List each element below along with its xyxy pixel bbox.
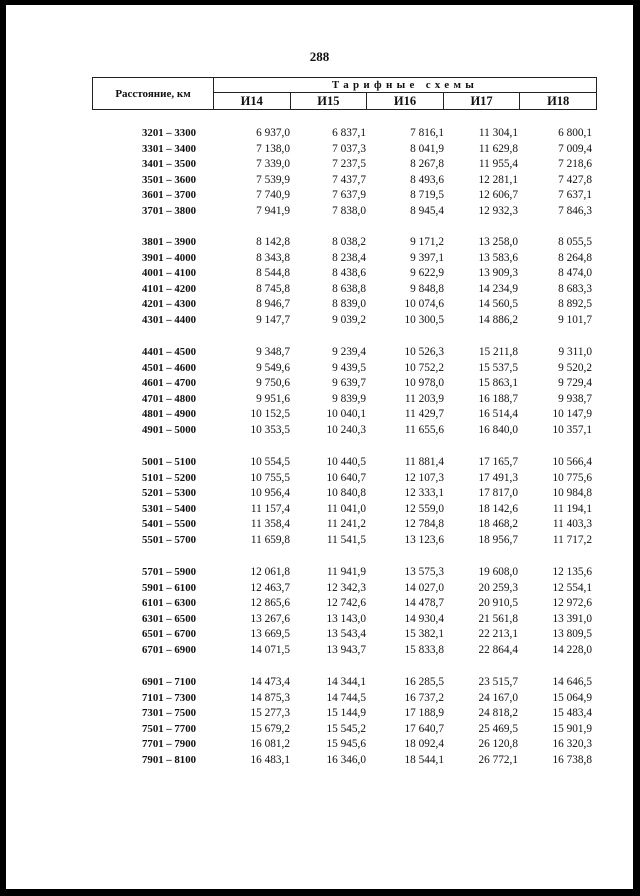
table-header (92, 77, 597, 110)
table-row (6, 189, 633, 205)
tariff-value-cell: 10 755,5 (250, 471, 290, 484)
table-row (6, 346, 633, 362)
distance-range-cell: 5201 – 5300 (142, 487, 196, 500)
tariff-value-cell: 8 041,9 (410, 142, 444, 155)
tariff-value-cell: 12 742,6 (326, 597, 366, 610)
tariff-value-cell: 17 640,7 (404, 722, 444, 735)
document-page (6, 5, 633, 889)
tariff-value-cell: 8 438,6 (332, 267, 366, 280)
tariff-value-cell: 11 541,5 (326, 534, 366, 546)
tariff-value-cell: 7 037,3 (332, 142, 366, 155)
tariff-value-cell: 15 679,2 (250, 722, 290, 735)
table-row (6, 676, 633, 692)
tariff-value-cell: 18 142,6 (478, 502, 518, 515)
tariff-value-cell: 6 937,0 (256, 127, 290, 139)
tariff-value-cell: 24 167,0 (478, 691, 518, 704)
tariff-value-cell: 18 544,1 (404, 754, 444, 766)
distance-range-cell: 4301 – 4400 (142, 314, 196, 326)
table-row (6, 534, 633, 550)
tariff-value-cell: 8 343,8 (256, 251, 290, 264)
tariff-value-cell: 10 984,8 (552, 487, 592, 500)
tariff-value-cell: 11 655,6 (404, 424, 444, 436)
tariff-value-cell: 6 800,1 (558, 127, 592, 139)
table-row (6, 518, 633, 534)
tariff-value-cell: 17 817,0 (478, 487, 518, 500)
tariff-value-cell: 10 978,0 (404, 377, 444, 390)
tariff-value-cell: 11 429,7 (404, 408, 444, 421)
tariff-value-cell: 7 218,6 (558, 158, 592, 171)
tariff-value-cell: 12 333,1 (404, 487, 444, 500)
tariff-value-cell: 13 909,3 (478, 267, 518, 280)
tariff-value-cell: 10 147,9 (552, 408, 592, 421)
table-row (6, 613, 633, 629)
tariff-value-cell: 9 311,0 (558, 346, 592, 358)
tariff-value-cell: 9 951,6 (256, 392, 290, 405)
tariff-value-cell: 10 956,4 (250, 487, 290, 500)
tariff-value-cell: 12 061,8 (250, 566, 290, 578)
tariff-value-cell: 16 514,4 (478, 408, 518, 421)
distance-range-cell: 4501 – 4600 (142, 361, 196, 374)
tariff-value-cell: 19 608,0 (478, 566, 518, 578)
tariff-value-cell: 7 941,9 (256, 205, 290, 217)
tariff-value-cell: 16 737,2 (404, 691, 444, 704)
tariff-value-cell: 9 039,2 (332, 314, 366, 326)
distance-range-cell: 7901 – 8100 (142, 754, 196, 766)
tariff-value-cell: 9 397,1 (410, 251, 444, 264)
table-row (6, 158, 633, 174)
tariff-value-cell: 12 135,6 (552, 566, 592, 578)
tariff-value-cell: 8 946,7 (256, 298, 290, 311)
tariff-value-cell: 11 955,4 (478, 158, 518, 171)
table-row (6, 174, 633, 190)
distance-range-cell: 5001 – 5100 (142, 456, 196, 468)
distance-range-cell: 3801 – 3900 (142, 236, 196, 248)
tariff-value-cell: 10 300,5 (404, 314, 444, 326)
tariff-value-cell: 7 816,1 (410, 127, 444, 139)
tariff-value-cell: 17 165,7 (478, 456, 518, 468)
tariff-value-cell: 13 391,0 (552, 612, 592, 625)
tariff-value-cell: 12 784,8 (404, 518, 444, 531)
tariff-value-cell: 18 468,2 (478, 518, 518, 531)
table-row (6, 707, 633, 723)
tariff-value-cell: 10 353,5 (250, 424, 290, 436)
tariff-value-cell: 10 775,6 (552, 471, 592, 484)
distance-range-cell: 5901 – 6100 (142, 581, 196, 594)
tariff-value-cell: 9 622,9 (410, 267, 444, 280)
tariff-value-cell: 9 101,7 (558, 314, 592, 326)
distance-range-cell: 4401 – 4500 (142, 346, 196, 358)
tariff-value-cell: 20 910,5 (478, 597, 518, 610)
tariff-value-cell: 24 818,2 (478, 707, 518, 720)
scheme-header-i16: И16 (367, 93, 444, 110)
tariff-value-cell: 9 239,4 (332, 346, 366, 358)
tariff-value-cell: 14 473,4 (250, 676, 290, 688)
tariff-value-cell: 11 203,9 (404, 392, 444, 405)
tariff-value-cell: 8 474,0 (558, 267, 592, 280)
tariff-value-cell: 8 238,4 (332, 251, 366, 264)
table-row (6, 236, 633, 252)
table-row (6, 723, 633, 739)
tariff-value-cell: 16 320,3 (552, 738, 592, 751)
tariff-value-cell: 9 938,7 (558, 392, 592, 405)
tariff-value-cell: 12 932,3 (478, 205, 518, 217)
tariff-value-cell: 17 188,9 (404, 707, 444, 720)
distance-range-cell: 3301 – 3400 (142, 142, 196, 155)
table-row (6, 582, 633, 598)
tariff-value-cell: 14 228,0 (552, 644, 592, 656)
tariff-value-cell: 15 382,1 (404, 628, 444, 641)
table-row (6, 205, 633, 221)
table-row (6, 393, 633, 409)
tariff-value-cell: 12 559,0 (404, 502, 444, 515)
tariff-value-cell: 9 348,7 (256, 346, 290, 358)
distance-range-cell: 5701 – 5900 (142, 566, 196, 578)
tariff-value-cell: 11 629,8 (478, 142, 518, 155)
tariff-value-cell: 21 561,8 (478, 612, 518, 625)
tariff-value-cell: 10 640,7 (326, 471, 366, 484)
tariff-value-cell: 8 719,5 (410, 189, 444, 202)
tariff-value-cell: 10 240,3 (326, 424, 366, 436)
scheme-header-i17: И17 (443, 93, 520, 110)
tariff-value-cell: 13 669,5 (250, 628, 290, 641)
tariff-value-cell: 7 427,8 (558, 173, 592, 186)
tariff-value-cell: 10 840,8 (326, 487, 366, 500)
tariff-value-cell: 11 041,0 (326, 502, 366, 515)
tariff-value-cell: 7 237,5 (332, 158, 366, 171)
tariff-value-cell: 9 171,2 (410, 236, 444, 248)
tariff-value-cell: 10 440,5 (326, 456, 366, 468)
distance-range-cell: 4701 – 4800 (142, 392, 196, 405)
table-row (6, 424, 633, 440)
tariff-value-cell: 15 277,3 (250, 707, 290, 720)
tariff-value-cell: 11 194,1 (552, 502, 592, 515)
tariff-value-cell: 15 545,2 (326, 722, 366, 735)
tariff-value-cell: 8 683,3 (558, 282, 592, 295)
tariff-value-cell: 7 838,0 (332, 205, 366, 217)
tariff-value-cell: 12 554,1 (552, 581, 592, 594)
tariff-value-cell: 15 064,9 (552, 691, 592, 704)
tariff-value-cell: 14 646,5 (552, 676, 592, 688)
tariff-value-cell: 8 264,8 (558, 251, 592, 264)
tariff-value-cell: 16 483,1 (250, 754, 290, 766)
distance-range-cell: 3901 – 4000 (142, 251, 196, 264)
tariff-value-cell: 14 478,7 (404, 597, 444, 610)
tariff-value-cell: 9 520,2 (558, 361, 592, 374)
tariff-value-cell: 11 241,2 (326, 518, 366, 531)
tariff-value-cell: 9 549,6 (256, 361, 290, 374)
tariff-value-cell: 16 346,0 (326, 754, 366, 766)
distance-range-cell: 6301 – 6500 (142, 612, 196, 625)
distance-range-cell: 3701 – 3800 (142, 205, 196, 217)
tariff-value-cell: 7 740,9 (256, 189, 290, 202)
tariff-value-cell: 18 956,7 (478, 534, 518, 546)
tariff-value-cell: 11 659,8 (250, 534, 290, 546)
tariff-value-cell: 11 304,1 (478, 127, 518, 139)
tariff-value-cell: 7 637,9 (332, 189, 366, 202)
tariff-value-cell: 15 945,6 (326, 738, 366, 751)
distance-range-cell: 7501 – 7700 (142, 722, 196, 735)
tariff-value-cell: 7 637,1 (558, 189, 592, 202)
tariff-value-cell: 8 267,8 (410, 158, 444, 171)
tariff-value-cell: 13 583,6 (478, 251, 518, 264)
tariff-value-cell: 26 772,1 (478, 754, 518, 766)
tariff-value-cell: 12 342,3 (326, 581, 366, 594)
distance-range-cell: 5401 – 5500 (142, 518, 196, 531)
table-row (6, 456, 633, 472)
tariff-value-cell: 14 875,3 (250, 691, 290, 704)
tariff-schemes-title: Тарифные схемы (214, 78, 597, 93)
tariff-value-cell: 9 839,9 (332, 392, 366, 405)
tariff-value-cell: 12 606,7 (478, 189, 518, 202)
distance-range-cell: 5101 – 5200 (142, 471, 196, 484)
tariff-value-cell: 10 526,3 (404, 346, 444, 358)
tariff-value-cell: 9 848,8 (410, 282, 444, 295)
tariff-value-cell: 14 560,5 (478, 298, 518, 311)
tariff-value-cell: 11 358,4 (250, 518, 290, 531)
distance-range-cell: 7701 – 7900 (142, 738, 196, 751)
distance-range-cell: 6701 – 6900 (142, 644, 196, 656)
tariff-value-cell: 7 437,7 (332, 173, 366, 186)
tariff-value-cell: 11 403,3 (552, 518, 592, 531)
tariff-value-cell: 13 143,0 (326, 612, 366, 625)
table-row (6, 377, 633, 393)
table-row (6, 754, 633, 770)
distance-range-cell: 4001 – 4100 (142, 267, 196, 280)
tariff-value-cell: 13 123,6 (404, 534, 444, 546)
tariff-value-cell: 13 543,4 (326, 628, 366, 641)
tariff-value-cell: 10 074,6 (404, 298, 444, 311)
tariff-value-cell: 8 055,5 (558, 236, 592, 248)
tariff-value-cell: 13 809,5 (552, 628, 592, 641)
tariff-value-cell: 13 267,6 (250, 612, 290, 625)
tariff-value-cell: 8 892,5 (558, 298, 592, 311)
tariff-value-cell: 11 717,2 (552, 534, 592, 546)
tariff-value-cell: 8 945,4 (410, 205, 444, 217)
distance-range-cell: 3501 – 3600 (142, 173, 196, 186)
table-row (6, 472, 633, 488)
table-row (6, 738, 633, 754)
tariff-value-cell: 7 539,9 (256, 173, 290, 186)
tariff-value-cell: 7 009,4 (558, 142, 592, 155)
tariff-value-cell: 7 846,3 (558, 205, 592, 217)
tariff-value-cell: 16 081,2 (250, 738, 290, 751)
distance-range-cell: 7101 – 7300 (142, 691, 196, 704)
tariff-value-cell: 8 638,8 (332, 282, 366, 295)
tariff-value-cell: 25 469,5 (478, 722, 518, 735)
tariff-value-cell: 10 040,1 (326, 408, 366, 421)
tariff-value-cell: 11 941,9 (326, 566, 366, 578)
tariff-value-cell: 8 544,8 (256, 267, 290, 280)
table-row (6, 503, 633, 519)
tariff-value-cell: 14 344,1 (326, 676, 366, 688)
tariff-value-cell: 6 837,1 (332, 127, 366, 139)
distance-range-cell: 3401 – 3500 (142, 158, 196, 171)
distance-range-cell: 6101 – 6300 (142, 597, 196, 610)
table-row (6, 644, 633, 660)
tariff-value-cell: 12 281,1 (478, 173, 518, 186)
tariff-value-cell: 12 865,6 (250, 597, 290, 610)
tariff-value-cell: 16 738,8 (552, 754, 592, 766)
tariff-value-cell: 15 901,9 (552, 722, 592, 735)
tariff-value-cell: 9 729,4 (558, 377, 592, 390)
tariff-value-cell: 16 188,7 (478, 392, 518, 405)
tariff-value-cell: 23 515,7 (478, 676, 518, 688)
tariff-value-cell: 11 157,4 (250, 502, 290, 515)
table-row (6, 628, 633, 644)
table-row (6, 692, 633, 708)
scheme-header-i18: И18 (520, 93, 597, 110)
tariff-value-cell: 9 439,5 (332, 361, 366, 374)
tariff-value-cell: 15 483,4 (552, 707, 592, 720)
tariff-value-cell: 15 863,1 (478, 377, 518, 390)
tariff-value-cell: 18 092,4 (404, 738, 444, 751)
table-row (6, 267, 633, 283)
tariff-value-cell: 8 142,8 (256, 236, 290, 248)
tariff-value-cell: 8 745,8 (256, 282, 290, 295)
table-row (6, 597, 633, 613)
distance-range-cell: 7301 – 7500 (142, 707, 196, 720)
tariff-value-cell: 8 493,6 (410, 173, 444, 186)
tariff-value-cell: 15 537,5 (478, 361, 518, 374)
distance-range-cell: 4101 – 4200 (142, 282, 196, 295)
tariff-value-cell: 7 138,0 (256, 142, 290, 155)
tariff-value-cell: 15 144,9 (326, 707, 366, 720)
tariff-value-cell: 17 491,3 (478, 471, 518, 484)
table-row (6, 298, 633, 314)
tariff-value-cell: 15 833,8 (404, 644, 444, 656)
tariff-value-cell: 22 864,4 (478, 644, 518, 656)
distance-range-cell: 4601 – 4700 (142, 377, 196, 390)
tariff-value-cell: 9 639,7 (332, 377, 366, 390)
distance-range-cell: 3201 – 3300 (142, 127, 196, 139)
tariff-value-cell: 14 071,5 (250, 644, 290, 656)
tariff-value-cell: 8 038,2 (332, 236, 366, 248)
table-row (6, 566, 633, 582)
tariff-value-cell: 20 259,3 (478, 581, 518, 594)
table-row (6, 408, 633, 424)
page-number: 288 (309, 49, 330, 64)
distance-range-cell: 5301 – 5400 (142, 502, 196, 515)
distance-range-cell: 4901 – 5000 (142, 424, 196, 436)
tariff-value-cell: 16 285,5 (404, 676, 444, 688)
distance-range-cell: 3601 – 3700 (142, 189, 196, 202)
tariff-value-cell: 14 886,2 (478, 314, 518, 326)
distance-range-cell: 4201 – 4300 (142, 298, 196, 311)
table-row (6, 283, 633, 299)
distance-range-cell: 6901 – 7100 (142, 676, 196, 688)
tariff-value-cell: 10 357,1 (552, 424, 592, 436)
tariff-value-cell: 7 339,0 (256, 158, 290, 171)
table-row (6, 127, 633, 143)
tariff-value-cell: 14 027,0 (404, 581, 444, 594)
table-row (6, 487, 633, 503)
tariff-value-cell: 13 943,7 (326, 644, 366, 656)
tariff-value-cell: 12 463,7 (250, 581, 290, 594)
table-row (6, 314, 633, 330)
tariff-value-cell: 9 750,6 (256, 377, 290, 390)
scheme-header-i15: И15 (290, 93, 367, 110)
tariff-value-cell: 8 839,0 (332, 298, 366, 311)
tariff-value-cell: 9 147,7 (256, 314, 290, 326)
tariff-value-cell: 13 258,0 (478, 236, 518, 248)
scheme-header-i14: И14 (214, 93, 291, 110)
tariff-value-cell: 22 213,1 (478, 628, 518, 641)
table-row (6, 143, 633, 159)
tariff-value-cell: 12 972,6 (552, 597, 592, 610)
tariff-value-cell: 11 881,4 (404, 456, 444, 468)
tariff-value-cell: 14 744,5 (326, 691, 366, 704)
tariff-value-cell: 10 752,2 (404, 361, 444, 374)
tariff-value-cell: 16 840,0 (478, 424, 518, 436)
tariff-value-cell: 15 211,8 (478, 346, 518, 358)
distance-range-cell: 4801 – 4900 (142, 408, 196, 421)
distance-column-header: Расстояние, км (93, 78, 214, 110)
distance-range-cell: 5501 – 5700 (142, 534, 196, 546)
tariff-value-cell: 10 566,4 (552, 456, 592, 468)
tariff-value-cell: 10 152,5 (250, 408, 290, 421)
table-row (6, 252, 633, 268)
tariff-value-cell: 13 575,3 (404, 566, 444, 578)
tariff-value-cell: 14 930,4 (404, 612, 444, 625)
tariff-value-cell: 10 554,5 (250, 456, 290, 468)
tariff-value-cell: 12 107,3 (404, 471, 444, 484)
table-row (6, 362, 633, 378)
tariff-value-cell: 26 120,8 (478, 738, 518, 751)
tariff-value-cell: 14 234,9 (478, 282, 518, 295)
distance-range-cell: 6501 – 6700 (142, 628, 196, 641)
